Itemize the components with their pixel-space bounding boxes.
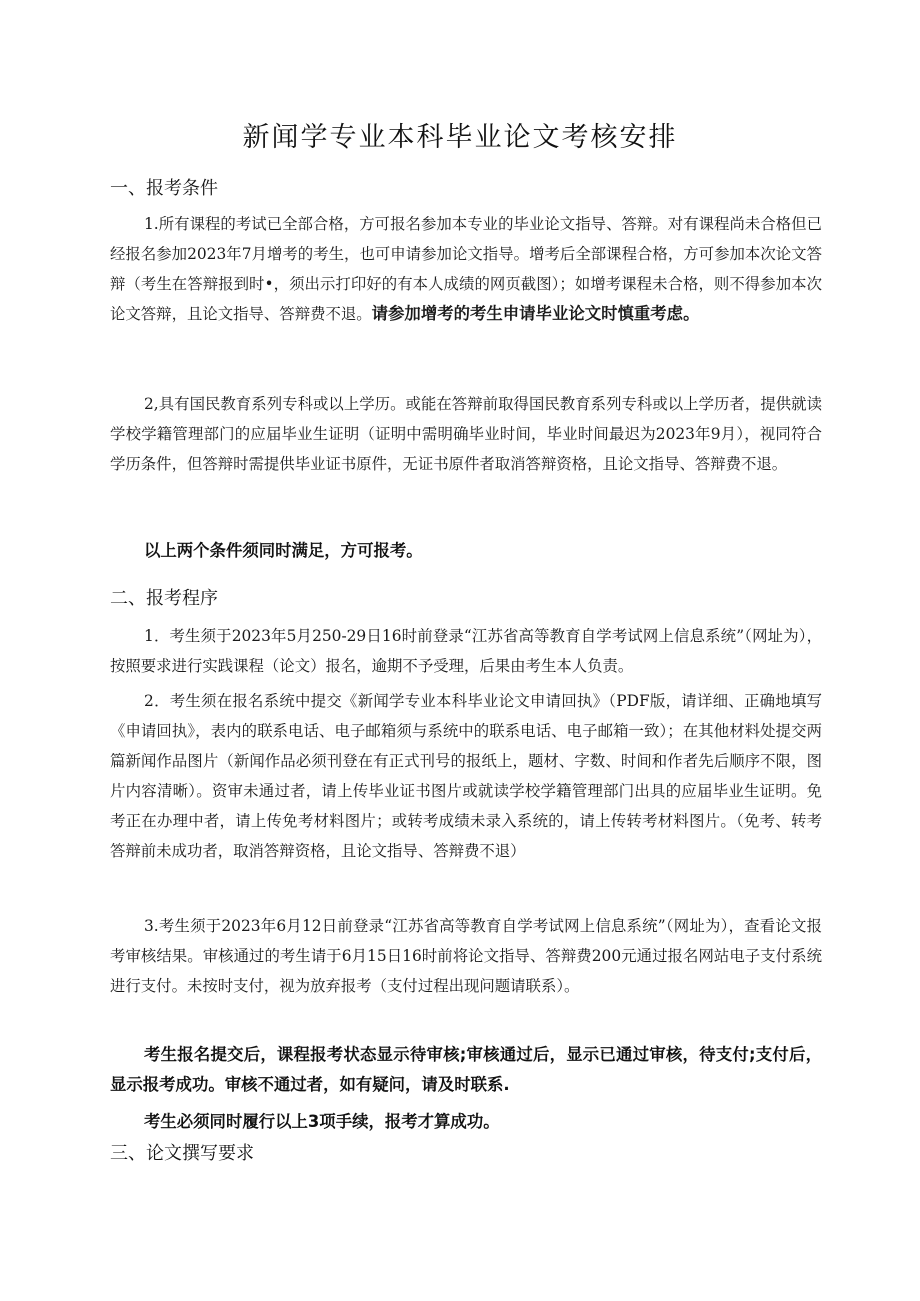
procedure-item-3: 3.考生须于2023年6月12日前登录“江苏省高等教育自学考试网上信息系统”（网址为），查看论文报考审核结果。审核通过的考生请于6月15日16时前将论文指导、答辩费200元通过报名网站电子支付系统进行支付。未按时支付，视为放弃报考（支付过程出现问题请联系）。 (110, 917, 822, 995)
eligibility-item-2: 2,具有国民教育系列专科或以上学历。或能在答辩前取得国民教育系列专科或以上学历者，提供就读学校学籍管理部门的应届毕业生证明（证明中需明确毕业时间，毕业时间最迟为2023年9月），视同符合学历条件，但答辩时需提供毕业证书原件，无证书原件者取消答辩资格，且论文指导、答辩费不退。 (110, 395, 822, 473)
eligibility-note: 以上两个条件须同时满足，方可报考。 (144, 541, 423, 560)
procedure-item-1: 1．考生须于2023年5月250-29日16时前登录“江苏省高等教育自学考试网上信息系统”（网址为），按照要求进行实践课程（论文）报名，逾期不予受理，后果由考生本人负责。 (110, 627, 822, 675)
procedure-note-status: 考生报名提交后，课程报考状态显示待审核;审核通过后，显示已通过审核，待支付;支付后，显示报考成功。审核不通过者，如有疑问，请及时联系. (110, 1045, 822, 1094)
procedure-note-complete: 考生必须同时履行以上3项手续，报考才算成功。 (144, 1112, 500, 1131)
procedure-item-2: 2．考生须在报名系统中提交《新闻学专业本科毕业论文申请回执》（PDF版，请详细、正确地填写《申请回执》，表内的联系电话、电子邮箱须与系统中的联系电话、电子邮箱一致）；在其他材料处提交两篇新闻作品图片（新闻作品必须刊登在有正式刊号的报纸上，题材、字数、时间和作者先后顺序不限，图片内容清晰）。资审未通过者，请上传毕业证书图片或就读学校学籍管理部门出具的应届毕业生证明。免考正在办理中者，请上传免考材料图片；或转考成绩未录入系统的，请上传转考材料图片。（免考、转考答辩前未成功者，取消答辩资格，且论文指导、答辩费不退） (110, 692, 822, 860)
document-title: 新闻学专业本科毕业论文考核安排 (242, 122, 678, 153)
section-heading-writing-requirements: 三、论文撰写要求 (110, 1143, 254, 1164)
eligibility-item-1-text: 1.所有课程的考试已全部合格，方可报名参加本专业的毕业论文指导、答辩。对有课程尚未合格但已经报名参加2023年7月增考的考生，也可申请参加论文指导。增考后全部课程合格，方可参加本次论文答辩（考生在答辩报到时•，须出示打印好的有本人成绩的网页截图）；如增考课程未合格，则不得参加本次论文答辩，且论文指导、答辩费不退。 (110, 215, 822, 323)
section-heading-eligibility: 一、报考条件 (110, 178, 218, 199)
eligibility-item-1 (110, 209, 822, 329)
eligibility-item-1-emphasis: 请参加增考的考生申请毕业论文时慎重考虑。 (371, 304, 700, 323)
section-heading-procedure: 二、报考程序 (110, 588, 218, 609)
